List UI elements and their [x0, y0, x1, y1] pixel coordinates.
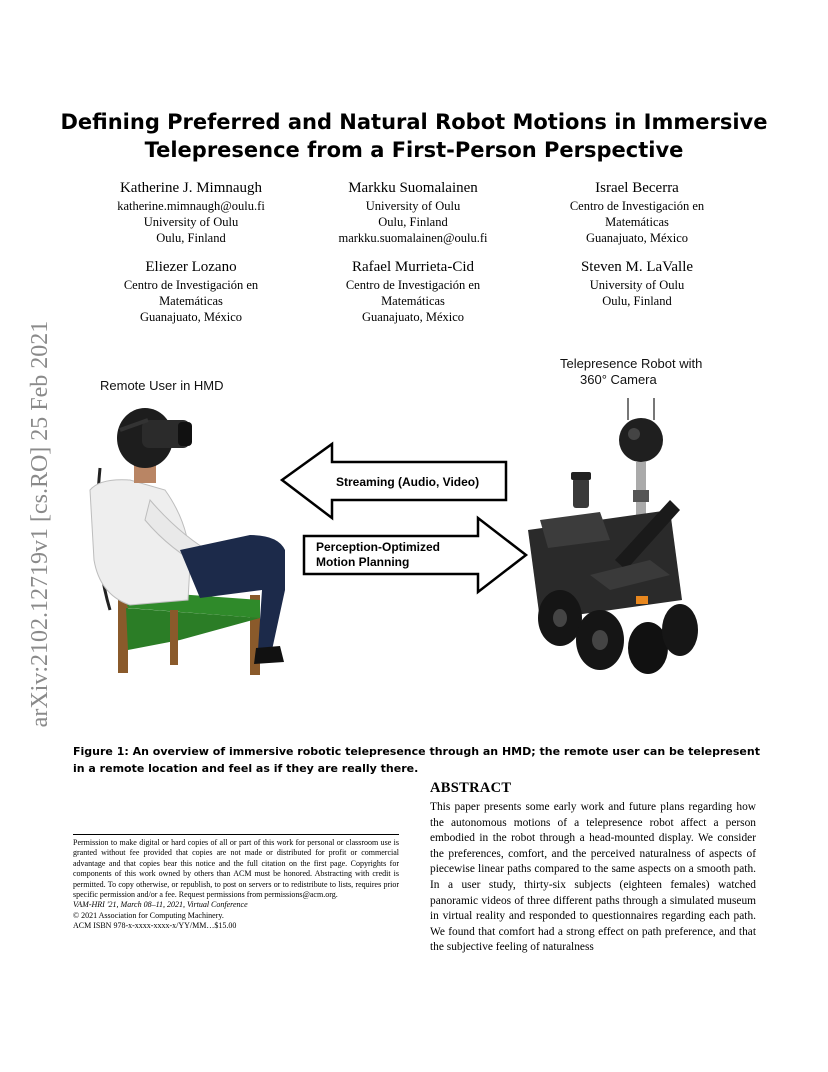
- overview-figure: [70, 350, 770, 740]
- conference-line: VAM-HRI '21, March 08–11, 2021, Virtual Conference: [73, 900, 248, 910]
- author-affiliation-2: Matemáticas: [605, 215, 669, 229]
- footnote-rule: [73, 834, 399, 835]
- author-name: Rafael Murrieta-Cid: [351, 259, 475, 275]
- author-location: Oulu, Finland: [156, 231, 226, 245]
- author-location: Oulu, Finland: [602, 294, 672, 308]
- author-location: Guanajuato, México: [139, 310, 243, 324]
- author-affiliation: Centro de Investigación en: [345, 278, 481, 292]
- author-name: Eliezer Lozano: [145, 259, 237, 275]
- copyright-line: © 2021 Association for Computing Machinery.: [73, 910, 224, 920]
- author-name: Katherine J. Mimnaugh: [119, 180, 263, 196]
- perception-arrow: [304, 518, 526, 592]
- figure-caption: Figure 1: An overview of immersive robotic telepresence through an HMD; the remote user can be telepresent in a remote location and feel as if they are really there.: [73, 745, 760, 775]
- author-name: Israel Becerra: [595, 180, 679, 196]
- streaming-label: Streaming (Audio, Video): [336, 475, 480, 489]
- robot-label-line1: Telepresence Robot with: [560, 356, 703, 371]
- remote-user-label: Remote User in HMD: [100, 378, 224, 393]
- isbn-line: ACM ISBN 978-x-xxxx-xxxx-x/YY/MM…$15.00: [73, 921, 237, 931]
- author-name: Markku Suomalainen: [348, 180, 478, 196]
- author-block: [76, 178, 306, 246]
- streaming-arrow: [282, 444, 506, 518]
- perception-label-line2: Motion Planning: [316, 555, 410, 569]
- permission-block: [73, 838, 399, 932]
- author-affiliation: University of Oulu: [365, 199, 461, 213]
- author-location: Oulu, Finland: [378, 215, 448, 229]
- author-block: [76, 257, 306, 325]
- paper-title: Defining Preferred and Natural Robot Motions in Immersive Telepresence from a First-Person Perspective: [60, 110, 768, 162]
- author-location: Guanajuato, México: [585, 231, 689, 245]
- author-affiliation: Centro de Investigación en: [569, 199, 705, 213]
- author-affiliation: University of Oulu: [589, 278, 685, 292]
- robot-illustration: [528, 398, 698, 674]
- author-block: [298, 178, 528, 246]
- abstract-body: This paper presents some early work and future plans regarding how the autonomous motions of a telepresence robot affect a person embodied in the robot through a head-mounted display. We consider the preferences, comfort, and the perceived naturalness of aspects of piecewise linear paths compared to the same aspects on a smooth path. In a user study, thirty-six subjects (eighteen females) watched panoramic videos of three different paths through a simulated museum in virtual reality and responded to questionnaires regarding each path. We found that comfort had a strong effect on path preference, and that the subjective feeling of naturalness: [430, 801, 756, 954]
- author-name: Steven M. LaValle: [580, 259, 694, 275]
- author-affiliation-2: Matemáticas: [381, 294, 445, 308]
- abstract-heading: ABSTRACT: [430, 780, 512, 796]
- author-email: markku.suomalainen@oulu.fi: [338, 231, 488, 245]
- author-location: Guanajuato, México: [361, 310, 465, 324]
- permission-text: Permission to make digital or hard copies of all or part of this work for personal or classroom use is granted without fee provided that copies are not made or distributed for profit or commercial advantage and that copies bear this notice and the full citation on the first page. Copyrights for components of this work owned by others than ACM must be honored. Abstracting with credit is permitted. To copy otherwise, or republish, to post on servers or to redistribute to lists, requires prior specific permission and/or a fee. Request permissions from permissions@acm.org.: [73, 838, 399, 900]
- author-affiliation-2: Matemáticas: [159, 294, 223, 308]
- author-affiliation: University of Oulu: [143, 215, 239, 229]
- perception-label-line1: Perception-Optimized: [316, 540, 441, 554]
- author-email: katherine.mimnaugh@oulu.fi: [117, 199, 265, 213]
- author-affiliation: Centro de Investigación en: [123, 278, 259, 292]
- robot-label-line2: 360° Camera: [580, 372, 657, 387]
- arxiv-stamp: arXiv:2102.12719v1 [cs.RO] 25 Feb 2021: [27, 320, 53, 728]
- author-block: [522, 257, 752, 309]
- author-block: [522, 178, 752, 246]
- author-block: [298, 257, 528, 325]
